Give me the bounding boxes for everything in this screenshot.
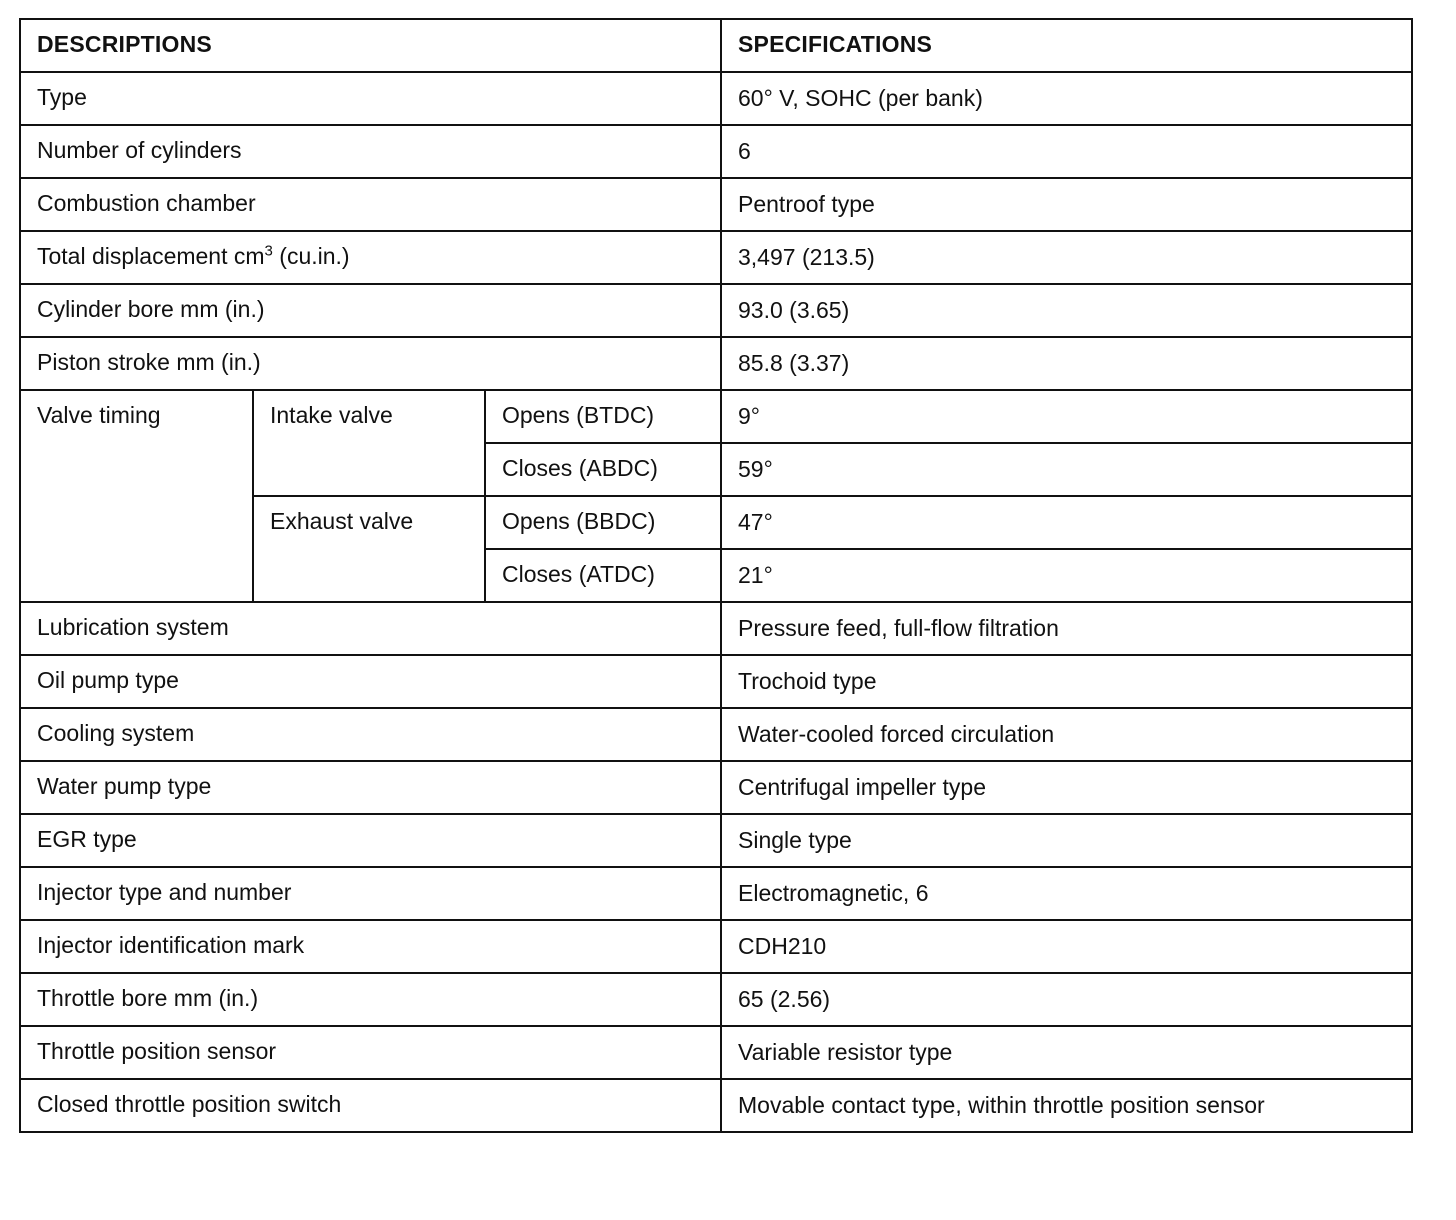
table-row <box>20 231 1412 284</box>
row-specification: Pentroof type <box>721 178 1412 231</box>
row-specification: Centrifugal impeller type <box>721 761 1412 814</box>
table-row <box>20 337 1412 390</box>
row-specification: Trochoid type <box>721 655 1412 708</box>
table-row <box>20 973 1412 1026</box>
row-description: Piston stroke mm (in.) <box>20 337 721 390</box>
row-specification: Pressure feed, full-flow filtration <box>721 602 1412 655</box>
row-description: Number of cylinders <box>20 125 721 178</box>
row-description: Type <box>20 72 721 125</box>
row-description: Throttle position sensor <box>20 1026 721 1079</box>
table-row <box>20 761 1412 814</box>
intake-opens-value: 9° <box>721 390 1412 443</box>
specifications-header: SPECIFICATIONS <box>721 19 1412 72</box>
valve-timing-row <box>20 390 1412 443</box>
intake-closes-label: Closes (ABDC) <box>485 443 721 496</box>
descriptions-header: DESCRIPTIONS <box>20 19 721 72</box>
row-description: Combustion chamber <box>20 178 721 231</box>
exhaust-valve-label: Exhaust valve <box>253 496 485 602</box>
row-specification: 6 <box>721 125 1412 178</box>
header-row <box>20 19 1412 72</box>
intake-opens-label: Opens (BTDC) <box>485 390 721 443</box>
exhaust-closes-value: 21° <box>721 549 1412 602</box>
displacement-label: Total displacement cm <box>37 243 265 269</box>
row-description <box>20 231 721 284</box>
row-specification: Electromagnetic, 6 <box>721 867 1412 920</box>
row-description: EGR type <box>20 814 721 867</box>
exhaust-opens-value: 47° <box>721 496 1412 549</box>
row-description: Injector type and number <box>20 867 721 920</box>
row-specification: Single type <box>721 814 1412 867</box>
row-description: Cylinder bore mm (in.) <box>20 284 721 337</box>
table-row <box>20 920 1412 973</box>
exhaust-opens-label: Opens (BBDC) <box>485 496 721 549</box>
row-description: Cooling system <box>20 708 721 761</box>
table-row <box>20 867 1412 920</box>
displacement-unit-exponent: 3 <box>264 242 273 260</box>
intake-valve-label: Intake valve <box>253 390 485 496</box>
table-row <box>20 72 1412 125</box>
displacement-unit-alt: (cu.in.) <box>272 243 350 269</box>
row-description: Lubrication system <box>20 602 721 655</box>
engine-spec-table <box>19 18 1413 1133</box>
intake-closes-value: 59° <box>721 443 1412 496</box>
table-row <box>20 1026 1412 1079</box>
table-row <box>20 708 1412 761</box>
row-specification: 60° V, SOHC (per bank) <box>721 72 1412 125</box>
table-row <box>20 814 1412 867</box>
table-row <box>20 284 1412 337</box>
row-specification: 85.8 (3.37) <box>721 337 1412 390</box>
table-row <box>20 178 1412 231</box>
row-description: Injector identification mark <box>20 920 721 973</box>
row-specification: Water-cooled forced circulation <box>721 708 1412 761</box>
row-specification: 65 (2.56) <box>721 973 1412 1026</box>
row-specification: Variable resistor type <box>721 1026 1412 1079</box>
table-row <box>20 1079 1412 1132</box>
row-description: Oil pump type <box>20 655 721 708</box>
row-specification: 93.0 (3.65) <box>721 284 1412 337</box>
table-row <box>20 125 1412 178</box>
row-description: Water pump type <box>20 761 721 814</box>
row-specification: Movable contact type, within throttle position sensor <box>721 1079 1412 1132</box>
row-description: Closed throttle position switch <box>20 1079 721 1132</box>
row-specification: CDH210 <box>721 920 1412 973</box>
exhaust-closes-label: Closes (ATDC) <box>485 549 721 602</box>
row-description: Throttle bore mm (in.) <box>20 973 721 1026</box>
valve-timing-label: Valve timing <box>20 390 253 602</box>
row-specification: 3,497 (213.5) <box>721 231 1412 284</box>
table-row <box>20 655 1412 708</box>
table-row <box>20 602 1412 655</box>
